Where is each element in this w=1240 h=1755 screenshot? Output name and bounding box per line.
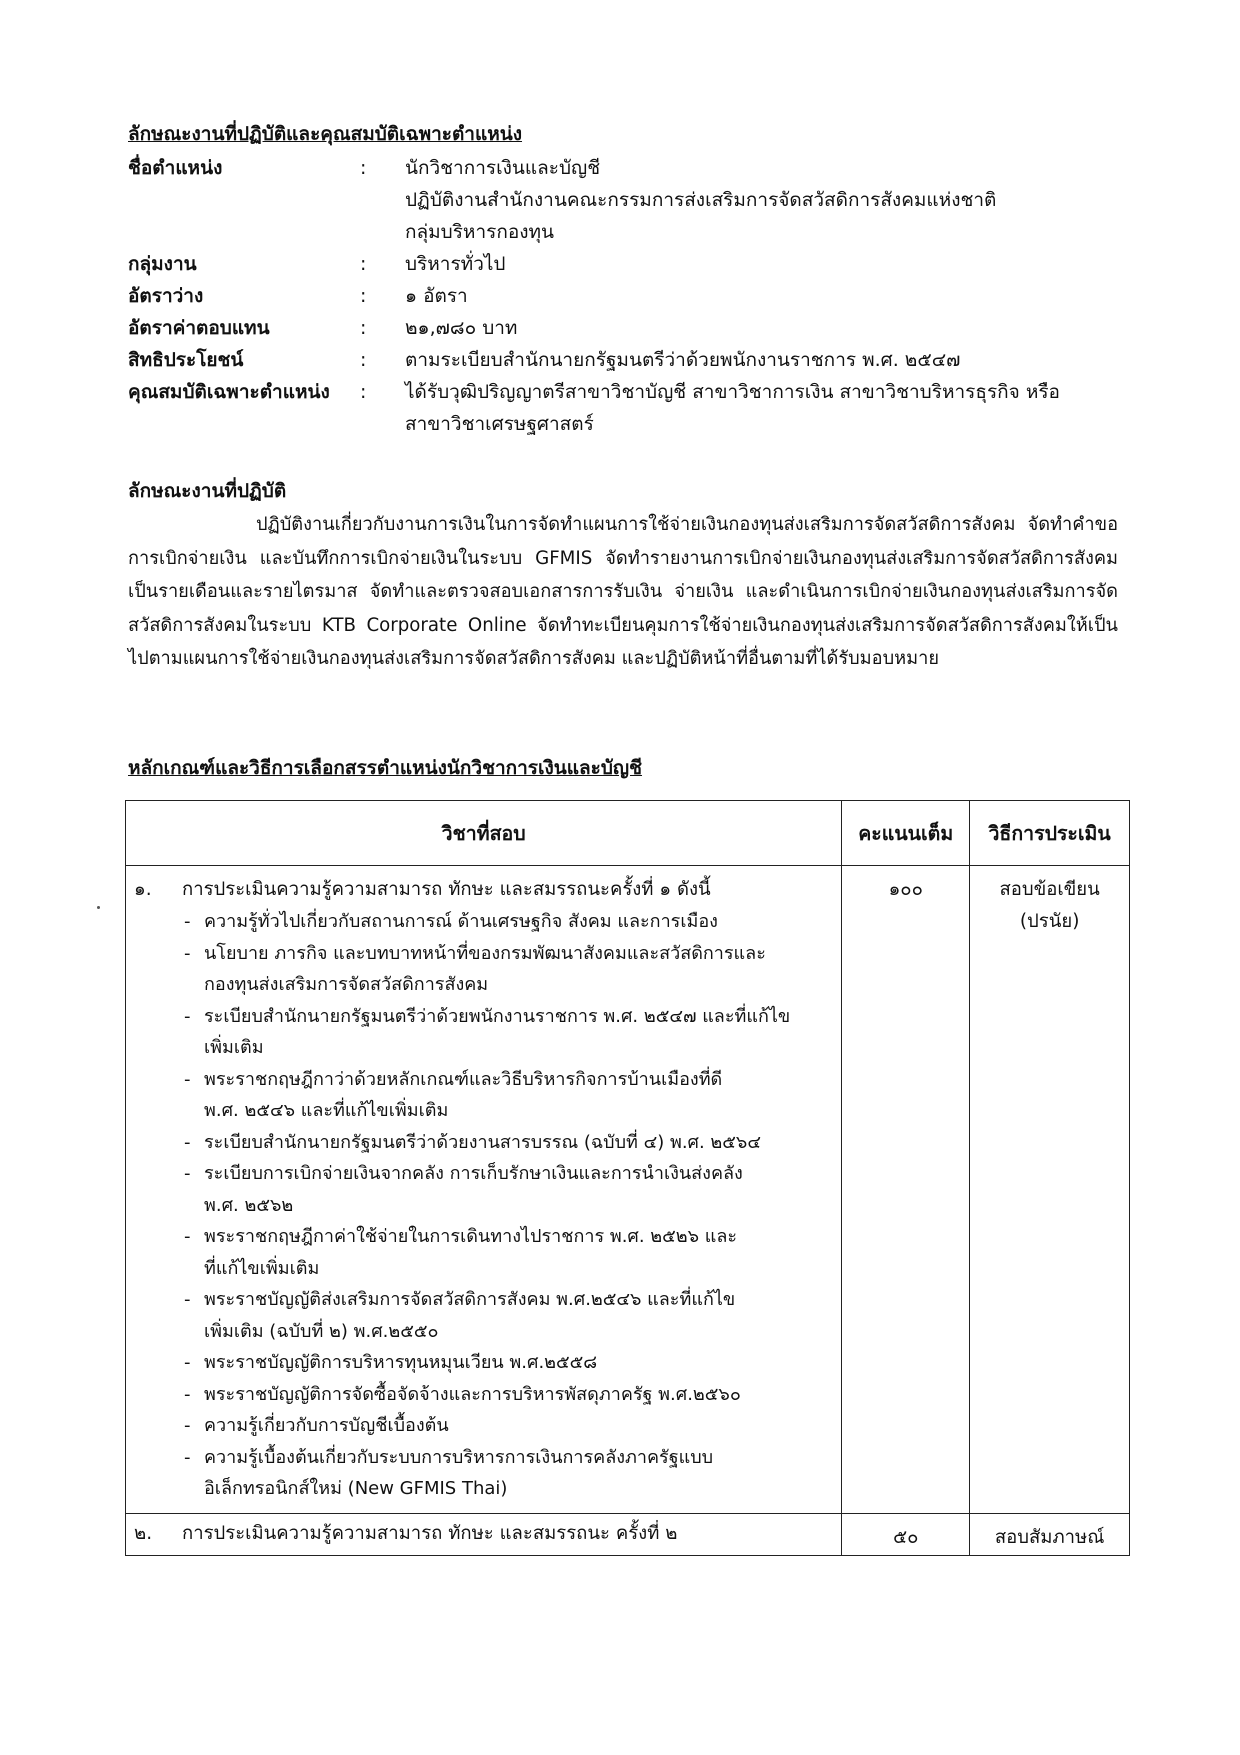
topic-line: ความรู้ทั่วไปเกี่ยวกับสถานการณ์ ด้านเศรษฐกิจ สังคม และการเมือง	[204, 911, 718, 932]
subject-cell	[126, 866, 842, 1514]
dash-bullet-icon: -	[184, 1005, 191, 1027]
dash-bullet-icon: -	[184, 942, 191, 964]
info-value	[405, 280, 1118, 312]
dash-bullet-icon: -	[184, 1068, 191, 1090]
item-number: ๒.	[134, 1522, 153, 1544]
method-line: (ปรนัย)	[1019, 911, 1080, 932]
topic-list	[134, 906, 831, 1505]
topic-text	[204, 1347, 831, 1379]
dash-bullet-icon: -	[184, 1163, 191, 1184]
topic-line: พ.ศ. ๒๕๖๒	[204, 1194, 294, 1216]
topic-text	[204, 1127, 831, 1159]
info-value-line: กลุ่มบริหารกองทุน	[405, 221, 555, 243]
info-row	[128, 248, 1118, 280]
topic-text	[204, 1064, 831, 1127]
table-row	[126, 1513, 1130, 1555]
info-value	[405, 312, 1118, 344]
topic-item	[184, 1064, 831, 1127]
topic-text	[204, 1158, 831, 1221]
topic-item	[184, 1284, 831, 1347]
topic-item	[184, 1347, 831, 1379]
topic-item	[184, 1158, 831, 1221]
topic-line: พระราชกฤษฎีกาว่าด้วยหลักเกณฑ์และวิธีบริหารกิจการบ้านเมืองที่ดี	[204, 1068, 723, 1090]
topic-line: ความรู้เบื้องต้นเกี่ยวกับระบบการบริหารการเงินการคลังภาครัฐแบบ	[204, 1446, 714, 1468]
exam-table	[125, 800, 1130, 1556]
header-method: วิธีการประเมิน	[970, 801, 1130, 866]
topic-line: เพิ่มเติม	[204, 1037, 264, 1058]
topic-line: ระเบียบสำนักนายกรัฐมนตรีว่าด้วยงานสารบรรณ (ฉบับที่ ๔) พ.ศ. ๒๕๖๔	[204, 1131, 761, 1153]
info-value	[405, 376, 1118, 440]
item-number: ๑.	[134, 879, 152, 900]
dash-bullet-icon: -	[184, 1226, 191, 1247]
info-value-line: ๑ อัตรา	[405, 285, 468, 307]
topic-line: พระราชบัญญัติการจัดซื้อจัดจ้างและการบริหารพัสดุภาครัฐ พ.ศ.๒๕๖๐	[204, 1383, 741, 1405]
info-label: อัตราว่าง	[128, 285, 204, 307]
topic-line: เพิ่มเติม (ฉบับที่ ๒) พ.ศ.๒๕๕๐	[204, 1320, 439, 1342]
position-info	[128, 152, 1118, 440]
dash-bullet-icon: -	[184, 1415, 191, 1436]
info-value-line: ได้รับวุฒิปริญญาตรีสาขาวิชาบัญชี สาขาวิชาการเงิน สาขาวิชาบริหารธุรกิจ หรือ	[405, 381, 1060, 403]
dash-bullet-icon: -	[184, 911, 191, 932]
info-label: กลุ่มงาน	[128, 253, 197, 275]
topic-text	[204, 1379, 831, 1411]
dash-bullet-icon: -	[184, 1446, 191, 1468]
topic-text	[204, 1001, 831, 1064]
topic-line: นโยบาย ภารกิจ และบทบาทหน้าที่ของกรมพัฒนาสังคมและสวัสดิการและ	[204, 942, 766, 964]
info-colon: :	[360, 253, 367, 275]
topic-item	[184, 1221, 831, 1284]
item-heading	[134, 1518, 831, 1550]
info-value-line: ปฏิบัติงานสำนักงานคณะกรรมการส่งเสริมการจัดสวัสดิการสังคมแห่งชาติ	[405, 189, 997, 211]
info-value-line: บริหารทั่วไป	[405, 253, 506, 275]
scan-speck	[97, 906, 100, 909]
info-row	[128, 344, 1118, 376]
topic-line: อิเล็กทรอนิกส์ใหม่ (New GFMIS Thai)	[204, 1478, 508, 1499]
method-line: สอบข้อเขียน	[999, 879, 1100, 900]
info-colon: :	[360, 317, 367, 339]
info-value-line: สาขาวิชาเศรษฐศาสตร์	[405, 413, 594, 435]
info-row	[128, 312, 1118, 344]
duties-title: ลักษณะงานที่ปฏิบัติ	[128, 480, 287, 502]
header-score: คะแนนเต็ม	[842, 801, 970, 866]
dash-bullet-icon: -	[184, 1289, 191, 1310]
topic-line: ระเบียบการเบิกจ่ายเงินจากคลัง การเก็บรักษาเงินและการนำเงินส่งคลัง	[204, 1163, 743, 1184]
topic-text	[204, 1442, 831, 1505]
table-header-row	[126, 801, 1130, 866]
subject-cell	[126, 1513, 842, 1555]
topic-line: ระเบียบสำนักนายกรัฐมนตรีว่าด้วยพนักงานราชการ พ.ศ. ๒๕๔๗ และที่แก้ไข	[204, 1005, 791, 1027]
method-cell	[970, 866, 1130, 1514]
topic-line: ความรู้เกี่ยวกับการบัญชีเบื้องต้น	[204, 1415, 449, 1436]
topic-line: พระราชกฤษฎีกาค่าใช้จ่ายในการเดินทางไปราชการ พ.ศ. ๒๕๒๖ และ	[204, 1226, 738, 1247]
topic-line: พ.ศ. ๒๕๔๖ และที่แก้ไขเพิ่มเติม	[204, 1100, 449, 1121]
info-label: ชื่อตำแหน่ง	[128, 157, 223, 179]
item-title: การประเมินความรู้ความสามารถ ทักษะ และสมรรถนะครั้งที่ ๑ ดังนี้	[182, 879, 711, 900]
item-heading	[134, 874, 831, 906]
info-value	[405, 152, 1118, 248]
dash-bullet-icon: -	[184, 1131, 191, 1153]
dash-bullet-icon: -	[184, 1352, 191, 1373]
topic-text	[204, 1221, 831, 1284]
item-title: การประเมินความรู้ความสามารถ ทักษะ และสมรรถนะ ครั้งที่ ๒	[182, 1522, 678, 1544]
topic-line: ที่แก้ไขเพิ่มเติม	[204, 1257, 320, 1279]
topic-item	[184, 938, 831, 1001]
topic-item	[184, 906, 831, 938]
topic-item	[184, 1127, 831, 1159]
info-colon: :	[360, 349, 367, 371]
info-value-line: ๒๑,๗๘๐ บาท	[405, 317, 518, 339]
info-label: อัตราค่าตอบแทน	[128, 317, 270, 339]
info-value	[405, 248, 1118, 280]
table-row	[126, 866, 1130, 1514]
method-line: สอบสัมภาษณ์	[994, 1526, 1105, 1548]
score-cell: ๕๐	[842, 1513, 970, 1555]
duties-text: ปฏิบัติงานเกี่ยวกับงานการเงินในการจัดทำแผนการใช้จ่ายเงินกองทุนส่งเสริมการจัดสวัสดิการสังคม จัดทำคำขอการเบิกจ่ายเงิน และบันทึกการเบิกจ่ายเงินในระบบ GFMIS จัดทำรายงานการเบิกจ่ายเงินกองทุนส่งเสริมการจัดสวัสดิการสังคมเป็นรายเดือนและรายไตรมาส จัดทำและตรวจสอบเอกสารการรับเงิน จ่ายเงิน และดำเนินการเบิกจ่ายเงินกองทุนส่งเสริมการจัดสวัสดิการสังคมในระบบ KTB Corporate Online จัดทำทะเบียนคุมการใช้จ่ายเงินกองทุนส่งเสริมการจัดสวัสดิการสังคมให้เป็นไปตามแผนการใช้จ่ายเงินกองทุนส่งเสริมการจัดสวัสดิการสังคม และปฏิบัติหน้าที่อื่นตามที่ได้รับมอบหมาย	[128, 514, 1118, 669]
info-label: คุณสมบัติเฉพาะตำแหน่ง	[128, 381, 330, 403]
info-colon: :	[360, 285, 367, 307]
info-row	[128, 280, 1118, 312]
topic-item	[184, 1379, 831, 1411]
info-label: สิทธิประโยชน์	[128, 349, 244, 371]
section-title: ลักษณะงานที่ปฏิบัติและคุณสมบัติเฉพาะตำแหน่ง	[128, 123, 523, 145]
criteria-title: หลักเกณฑ์และวิธีการเลือกสรรตำแหน่งนักวิชาการเงินและบัญชี	[128, 757, 643, 779]
dash-bullet-icon: -	[184, 1383, 191, 1405]
header-subject: วิชาที่สอบ	[126, 801, 842, 866]
info-value-line: ตามระเบียบสำนักนายกรัฐมนตรีว่าด้วยพนักงานราชการ พ.ศ. ๒๕๔๗	[405, 349, 961, 371]
topic-text	[204, 1410, 831, 1442]
score-cell: ๑๐๐	[842, 866, 970, 1514]
topic-text	[204, 938, 831, 1001]
topic-text	[204, 1284, 831, 1347]
topic-line: กองทุนส่งเสริมการจัดสวัสดิการสังคม	[204, 974, 489, 995]
info-row	[128, 152, 1118, 248]
method-cell	[970, 1513, 1130, 1555]
info-row	[128, 376, 1118, 440]
topic-item	[184, 1442, 831, 1505]
info-value	[405, 344, 1118, 376]
topic-item	[184, 1410, 831, 1442]
topic-text	[204, 906, 831, 938]
topic-line: พระราชบัญญัติส่งเสริมการจัดสวัสดิการสังคม พ.ศ.๒๕๔๖ และที่แก้ไข	[204, 1289, 736, 1310]
topic-item	[184, 1001, 831, 1064]
info-colon: :	[360, 381, 367, 403]
topic-line: พระราชบัญญัติการบริหารทุนหมุนเวียน พ.ศ.๒๕๕๘	[204, 1352, 598, 1373]
info-value-line: นักวิชาการเงินและบัญชี	[405, 157, 601, 179]
info-colon: :	[360, 157, 367, 179]
